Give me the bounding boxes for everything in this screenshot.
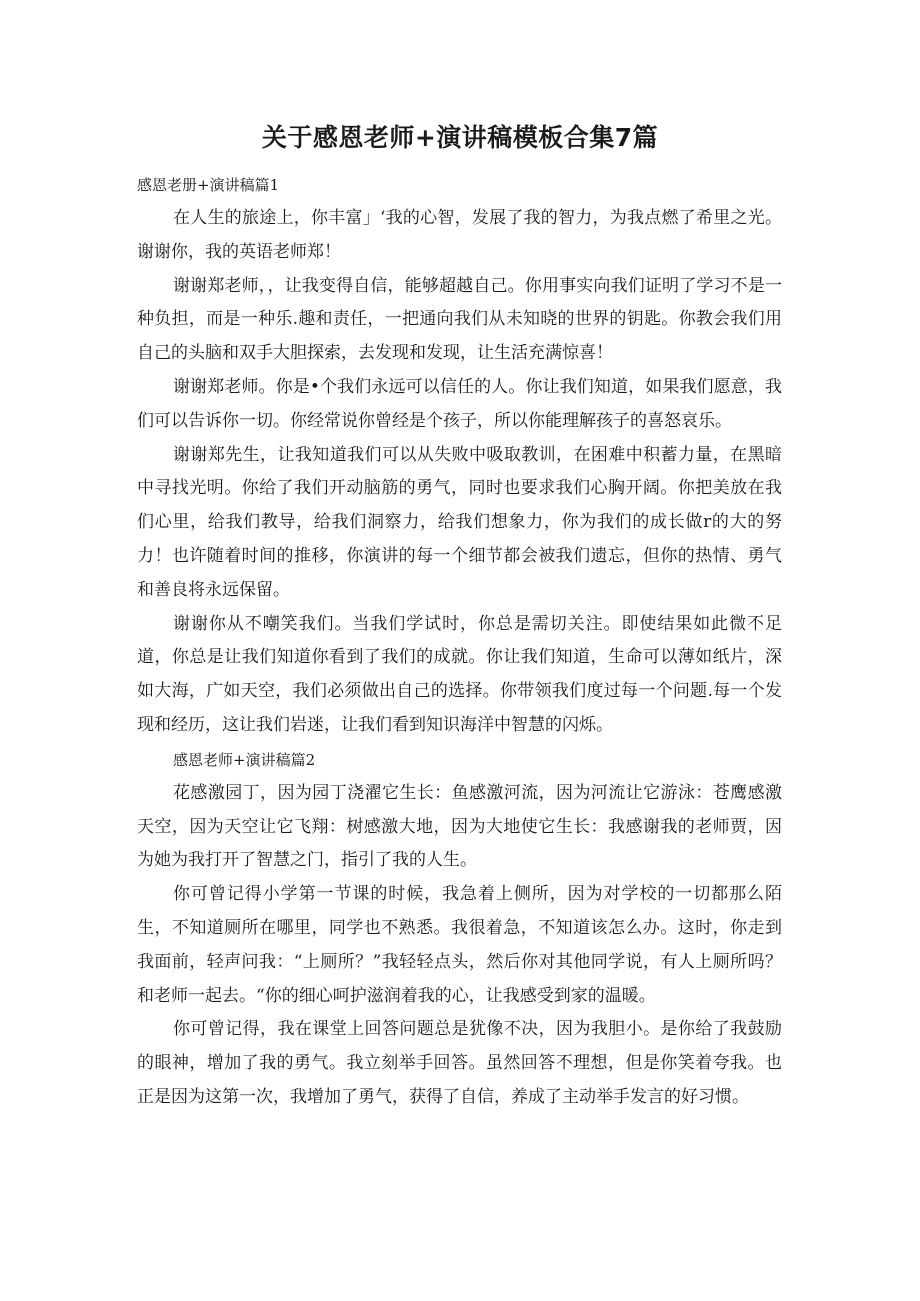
paragraph: 谢谢郑先生，让我知道我们可以从失败中吸取教训，在困难中积蓄力量，在黑暗中寻找光明。你给了我们开动脑筋的勇气，同时也要求我们心胸开阔。你把美放在我们心里，给我们教导，给我们洞察力，给我们想象力，你为我们的成长做r的大的努力！也许随着时间的推移，你演讲的每一个细节都会被我们遗忘，但你的热情、勇气和善良将永远保留。 — [137, 444, 782, 600]
paragraph: 谢谢你从不嘲笑我们。当我们学试时，你总是需切关注。即使结果如此微不足道，你总是让我们知道你看到了我们的成就。你让我们知道，生命可以薄如纸片，深如大海，广如天空，我们必须做出自己的选择。你带领我们度过每一个问题.每一个发现和经历，这让我们岩迷，让我们看到知识海洋中智慧的闪烁。 — [137, 613, 782, 735]
section-heading-1: 感恩老册+演讲稿篇1 — [137, 176, 280, 194]
section-heading-2: 感恩老师+演讲稿篇2 — [173, 750, 316, 769]
paragraph: 花感激园丁，因为园丁浇濯它生长：鱼感激河流，因为河流让它游泳：苍鹰感激天空，因为天空让它飞翔：树感激大地，因为大地使它生长：我感谢我的老师贾，因为她为我打开了智慧之门，指引了我的人生。 — [137, 782, 782, 871]
paragraph: 你可曾记得，我在课堂上回答问题总是犹像不决，因为我胆小。是你给了我鼓励的眼神，增加了我的勇气。我立刻举手回答。虽然回答不理想，但是你笑着夸我。也正是因为这第一次，我增加了勇气，获得了自信，养成了主动举手发言的好习惯。 — [137, 1019, 782, 1107]
document-body — [137, 168, 782, 1115]
paragraph: 你可曾记得小学第一节课的时候，我急着上侧所，因为对学校的一切都那么陌生，不知道厕所在哪里，同学也不熟悉。我很着急，不知道该怎么办。这时，你走到我面前，轻声问我：“上厕所？”我轻轻点头，然后你对其他同学说，有人上厕所吗？和老师一起去。“你的细心呵护滋润着我的心，让我感受到家的温暖。 — [137, 884, 782, 1006]
paragraph: 谢谢郑老师。你是•个我们永远可以信任的人。你让我们知道，如果我们愿意，我们可以告诉你一切。你经常说你曾经是个孩子，所以你能理解孩子的喜怒哀乐。 — [137, 376, 782, 431]
paragraph: 在人生的旅途上，你丰富」‘我的心智，发展了我的智力，为我点燃了希里之光。谢谢你，我的英语老师郑！ — [137, 208, 782, 262]
document-title: 关于感恩老师+演讲稿模板合集7篇 — [261, 123, 659, 152]
paragraph: 谢谢郑老师，，让我变得自信，能够超越自己。你用事实向我们证明了学习不是一种负担，而是一种乐.趣和责任，一把通向我们从未知晓的世界的钥匙。你教会我们用自己的头脑和双手大胆探索，去发现和发现，让生活充满惊喜！ — [137, 275, 782, 364]
